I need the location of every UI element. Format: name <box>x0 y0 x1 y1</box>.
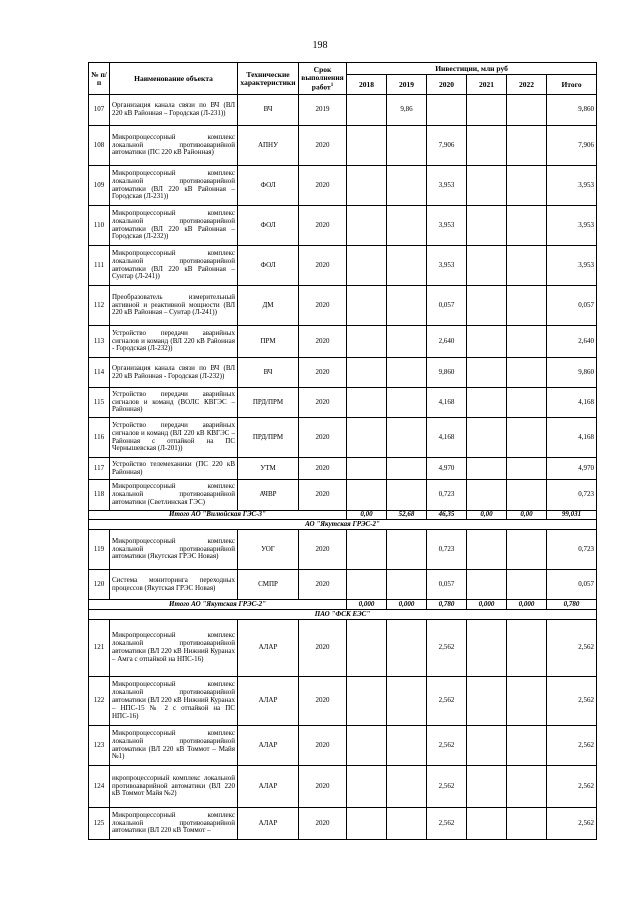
subtotal-label: Итого АО "Вилюйская ГЭС-3" <box>89 511 347 520</box>
work-term: 2020 <box>299 206 347 246</box>
invest-2018 <box>347 766 387 808</box>
invest-2019 <box>387 458 427 480</box>
object-name: Микропроцессорный комплекс локальной противоаварийной автоматики (ВЛ 220 кВ Районная – Сунтар (Л-241)) <box>110 246 238 286</box>
subtotal-2022: 0,000 <box>507 600 547 610</box>
invest-2019 <box>387 570 427 600</box>
invest-2020: 0,057 <box>427 570 467 600</box>
row-number: 119 <box>89 530 110 570</box>
invest-2018 <box>347 206 387 246</box>
invest-2022 <box>507 530 547 570</box>
subtotal-2021: 0,000 <box>467 600 507 610</box>
work-term: 2020 <box>299 808 347 840</box>
subtotal-2020: 46,35 <box>427 511 467 520</box>
invest-2018 <box>347 726 387 766</box>
invest-2022 <box>507 166 547 206</box>
row-number: 107 <box>89 95 110 126</box>
invest-2021 <box>467 808 507 840</box>
invest-2020: 3,953 <box>427 206 467 246</box>
invest-total: 2,640 <box>547 326 597 358</box>
table-row <box>89 677 597 726</box>
object-name: Микропроцессорный комплекс локальной противоаварийной автоматики (ВЛ 220 кВ Томмот – Майя №1) <box>110 726 238 766</box>
invest-2021 <box>467 726 507 766</box>
page-number: 198 <box>312 40 328 51</box>
header-tech: Технические характеристики <box>238 63 299 95</box>
invest-2019 <box>387 286 427 326</box>
invest-2018 <box>347 418 387 458</box>
invest-2022 <box>507 570 547 600</box>
invest-2020 <box>427 95 467 126</box>
invest-2021 <box>467 246 507 286</box>
object-name: Микропроцессорный комплекс локальной противоаварийной автоматики (ПС 220 кВ Районная) <box>110 126 238 166</box>
invest-total: 2,562 <box>547 766 597 808</box>
invest-total: 4,970 <box>547 458 597 480</box>
table-body <box>89 95 597 840</box>
invest-2018 <box>347 480 387 511</box>
work-term: 2020 <box>299 246 347 286</box>
invest-2019 <box>387 620 427 677</box>
invest-2018 <box>347 326 387 358</box>
invest-2022 <box>507 418 547 458</box>
invest-2021 <box>467 458 507 480</box>
invest-2020: 4,970 <box>427 458 467 480</box>
header-year-2021: 2021 <box>467 75 507 95</box>
table-row <box>89 286 597 326</box>
row-number: 109 <box>89 166 110 206</box>
invest-2019: 9,86 <box>387 95 427 126</box>
invest-2019 <box>387 246 427 286</box>
invest-2022 <box>507 480 547 511</box>
invest-2019 <box>387 480 427 511</box>
table-row <box>89 620 597 677</box>
tech-spec: АЛАР <box>238 808 299 840</box>
header-year-2019: 2019 <box>387 75 427 95</box>
tech-spec: ПРМ <box>238 326 299 358</box>
tech-spec: УОГ <box>238 530 299 570</box>
table-row <box>89 458 597 480</box>
invest-2021 <box>467 388 507 418</box>
invest-total: 9,860 <box>547 358 597 388</box>
section-title: АО "Якутская ГРЭС-2" <box>89 520 597 530</box>
invest-2018 <box>347 246 387 286</box>
invest-2019 <box>387 126 427 166</box>
invest-2021 <box>467 95 507 126</box>
invest-2022 <box>507 726 547 766</box>
work-term: 2020 <box>299 458 347 480</box>
invest-total: 0,723 <box>547 530 597 570</box>
table-row <box>89 358 597 388</box>
table-row <box>89 570 597 600</box>
invest-2018 <box>347 677 387 726</box>
tech-spec: ФОЛ <box>238 206 299 246</box>
object-name: Микропроцессорный комплекс локальной противоаварийной автоматики (ВЛ 220 кВ Районная – Городская (Л-231)) <box>110 166 238 206</box>
work-term: 2020 <box>299 358 347 388</box>
work-term: 2020 <box>299 326 347 358</box>
subtotal-2018: 0,00 <box>347 511 387 520</box>
object-name: Устройство передачи аварийных сигналов и команд (ВЛ 220 кВ Районная - Городская (Л-232)) <box>110 326 238 358</box>
invest-total: 2,562 <box>547 677 597 726</box>
invest-2019 <box>387 677 427 726</box>
subtotal-2019: 52,68 <box>387 511 427 520</box>
row-number: 113 <box>89 326 110 358</box>
invest-2020: 0,723 <box>427 530 467 570</box>
object-name: Организация канала связи по ВЧ (ВЛ 220 кВ Районная – Городская (Л-231)) <box>110 95 238 126</box>
invest-total: 2,562 <box>547 620 597 677</box>
work-term: 2020 <box>299 677 347 726</box>
table-row <box>89 418 597 458</box>
object-name: Микропроцессорный комплекс локальной противоаварийной автоматики (ВЛ 220 кВ Районная – Городская (Л-232)) <box>110 206 238 246</box>
invest-2021 <box>467 677 507 726</box>
object-name: Устройство передачи аварийных сигналов и команд (ВОЛС КВГЭС – Районная) <box>110 388 238 418</box>
invest-2021 <box>467 326 507 358</box>
invest-2022 <box>507 358 547 388</box>
invest-2022 <box>507 808 547 840</box>
invest-2021 <box>467 358 507 388</box>
object-name: Микропроцессорный комплекс локальной противоаварийной автоматики (ВЛ 220 кВ Нижний Куранах – Амга с отпайкой на НПС-16) <box>110 620 238 677</box>
invest-2019 <box>387 326 427 358</box>
work-term: 2020 <box>299 388 347 418</box>
invest-2021 <box>467 418 507 458</box>
header-total: Итого <box>547 75 597 95</box>
invest-2021 <box>467 286 507 326</box>
invest-2019 <box>387 166 427 206</box>
row-number: 114 <box>89 358 110 388</box>
invest-2018 <box>347 570 387 600</box>
invest-2021 <box>467 570 507 600</box>
row-number: 120 <box>89 570 110 600</box>
invest-2020: 2,562 <box>427 677 467 726</box>
invest-2019 <box>387 206 427 246</box>
row-number: 121 <box>89 620 110 677</box>
invest-total: 3,953 <box>547 166 597 206</box>
object-name: Микропроцессорный комплекс локальной противоаварийной автоматики (ВЛ 220 кВ Томмот – <box>110 808 238 840</box>
object-name: Микропроцессорный комплекс локальной противоаварийной автоматики (ВЛ 220 кВ Нижний Куранах – НПС-15 № 2 с отпайкой на ПС НПС-16) <box>110 677 238 726</box>
invest-total: 0,057 <box>547 286 597 326</box>
subtotal-row <box>89 600 597 610</box>
investment-table <box>88 62 597 840</box>
invest-2018 <box>347 458 387 480</box>
row-number: 112 <box>89 286 110 326</box>
invest-2018 <box>347 808 387 840</box>
subtotal-label: Итого АО "Якутская ГРЭС-2" <box>89 600 347 610</box>
tech-spec: УТМ <box>238 458 299 480</box>
work-term: 2020 <box>299 766 347 808</box>
object-name: Устройство телемеханики (ПС 220 кВ Районная) <box>110 458 238 480</box>
invest-2022 <box>507 326 547 358</box>
row-number: 111 <box>89 246 110 286</box>
table-row <box>89 166 597 206</box>
tech-spec: СМПР <box>238 570 299 600</box>
invest-2020: 0,723 <box>427 480 467 511</box>
invest-2020: 2,562 <box>427 726 467 766</box>
invest-total: 4,168 <box>547 388 597 418</box>
invest-2022 <box>507 95 547 126</box>
object-name: икропроцессорный комплекс локальной противоаварийной автоматики (ВЛ 220 кВ Томмот Майя №2) <box>110 766 238 808</box>
invest-total: 3,953 <box>547 206 597 246</box>
invest-2018 <box>347 166 387 206</box>
table-row <box>89 388 597 418</box>
invest-2021 <box>467 126 507 166</box>
subtotal-2022: 0,00 <box>507 511 547 520</box>
object-name: Устройство передачи аварийных сигналов и команд (ВЛ 220 кВ КВГЭС – Районная с отпайкой на ПС Чернышевская (Л-201)) <box>110 418 238 458</box>
tech-spec: ПРД/ПРМ <box>238 388 299 418</box>
invest-2020: 2,640 <box>427 326 467 358</box>
invest-2021 <box>467 480 507 511</box>
row-number: 116 <box>89 418 110 458</box>
work-term: 2020 <box>299 726 347 766</box>
tech-spec: ДМ <box>238 286 299 326</box>
subtotal-2021: 0,00 <box>467 511 507 520</box>
table-row <box>89 246 597 286</box>
invest-2019 <box>387 808 427 840</box>
subtotal-total: 99,031 <box>547 511 597 520</box>
invest-2018 <box>347 126 387 166</box>
header-year-2020: 2020 <box>427 75 467 95</box>
work-term: 2020 <box>299 126 347 166</box>
invest-2021 <box>467 166 507 206</box>
object-name: Организация канала связи по ВЧ (ВЛ 220 кВ Районная - Городская (Л-232)) <box>110 358 238 388</box>
invest-2019 <box>387 358 427 388</box>
invest-total: 4,168 <box>547 418 597 458</box>
row-number: 110 <box>89 206 110 246</box>
table-row <box>89 726 597 766</box>
section-header-row <box>89 520 597 530</box>
invest-2021 <box>467 620 507 677</box>
row-number: 117 <box>89 458 110 480</box>
invest-2020: 4,168 <box>427 388 467 418</box>
tech-spec: ВЧ <box>238 358 299 388</box>
tech-spec: ФОЛ <box>238 166 299 206</box>
invest-2020: 2,562 <box>427 620 467 677</box>
invest-2020: 2,562 <box>427 808 467 840</box>
invest-2019 <box>387 530 427 570</box>
invest-2022 <box>507 246 547 286</box>
invest-2020: 7,906 <box>427 126 467 166</box>
row-number: 122 <box>89 677 110 726</box>
invest-total: 0,723 <box>547 480 597 511</box>
work-term: 2020 <box>299 480 347 511</box>
invest-total: 7,906 <box>547 126 597 166</box>
invest-2018 <box>347 358 387 388</box>
section-title: ПАО "ФСК ЕЭС" <box>89 610 597 620</box>
tech-spec: АЛАР <box>238 677 299 726</box>
invest-total: 0,057 <box>547 570 597 600</box>
invest-2018 <box>347 286 387 326</box>
invest-2020: 9,860 <box>427 358 467 388</box>
tech-spec: АЛАР <box>238 766 299 808</box>
invest-2018 <box>347 95 387 126</box>
invest-2019 <box>387 388 427 418</box>
row-number: 115 <box>89 388 110 418</box>
work-term: 2019 <box>299 95 347 126</box>
row-number: 124 <box>89 766 110 808</box>
invest-total: 2,562 <box>547 726 597 766</box>
table-row <box>89 530 597 570</box>
row-number: 123 <box>89 726 110 766</box>
subtotal-2019: 0,000 <box>387 600 427 610</box>
invest-2020: 4,168 <box>427 418 467 458</box>
tech-spec: ПРД/ПРМ <box>238 418 299 458</box>
subtotal-2020: 0,780 <box>427 600 467 610</box>
row-number: 125 <box>89 808 110 840</box>
row-number: 108 <box>89 126 110 166</box>
invest-total: 3,953 <box>547 246 597 286</box>
invest-2022 <box>507 286 547 326</box>
work-term: 2020 <box>299 620 347 677</box>
invest-2022 <box>507 388 547 418</box>
invest-2019 <box>387 726 427 766</box>
work-term: 2020 <box>299 286 347 326</box>
tech-spec: АЛАР <box>238 726 299 766</box>
header-year-2022: 2022 <box>507 75 547 95</box>
invest-2020: 3,953 <box>427 246 467 286</box>
tech-spec: АПНУ <box>238 126 299 166</box>
object-name: Система мониторинга переходных процессов (Якутская ГРЭС Новая) <box>110 570 238 600</box>
work-term: 2020 <box>299 418 347 458</box>
header-year-2018: 2018 <box>347 75 387 95</box>
invest-2018 <box>347 530 387 570</box>
table-row <box>89 326 597 358</box>
table-row <box>89 808 597 840</box>
row-number: 118 <box>89 480 110 511</box>
table-row <box>89 480 597 511</box>
tech-spec: АЛАР <box>238 620 299 677</box>
subtotal-row <box>89 511 597 520</box>
header-num: № п/п <box>89 63 110 95</box>
invest-total: 9,860 <box>547 95 597 126</box>
object-name: Микропроцессорный комплекс локальной противоаварийной автоматики (Якутская ГРЭС Новая) <box>110 530 238 570</box>
invest-2021 <box>467 766 507 808</box>
subtotal-total: 0,780 <box>547 600 597 610</box>
tech-spec: АЧВР <box>238 480 299 511</box>
invest-2019 <box>387 766 427 808</box>
table-row <box>89 126 597 166</box>
table-row <box>89 206 597 246</box>
invest-2020: 3,953 <box>427 166 467 206</box>
invest-2022 <box>507 766 547 808</box>
work-term: 2020 <box>299 166 347 206</box>
invest-2020: 2,562 <box>427 766 467 808</box>
work-term: 2020 <box>299 570 347 600</box>
tech-spec: ВЧ <box>238 95 299 126</box>
invest-total: 2,562 <box>547 808 597 840</box>
invest-2018 <box>347 620 387 677</box>
invest-2021 <box>467 530 507 570</box>
section-header-row <box>89 610 597 620</box>
work-term: 2020 <box>299 530 347 570</box>
object-name: Преобразователь измерительный активной и реактивной мощности (ВЛ 220 кВ Районная – Сунтар (Л-241)) <box>110 286 238 326</box>
invest-2019 <box>387 418 427 458</box>
subtotal-2018: 0,000 <box>347 600 387 610</box>
invest-2021 <box>467 206 507 246</box>
table-row <box>89 95 597 126</box>
invest-2020: 0,057 <box>427 286 467 326</box>
invest-2022 <box>507 458 547 480</box>
table-row <box>89 766 597 808</box>
invest-2022 <box>507 206 547 246</box>
tech-spec: ФОЛ <box>238 246 299 286</box>
header-invest: Инвестиции, млн руб <box>347 63 597 75</box>
invest-2022 <box>507 126 547 166</box>
invest-2022 <box>507 677 547 726</box>
header-name: Наименование объекта <box>110 63 238 95</box>
object-name: Микропроцессорный комплекс локальной противоаварийной автоматики (Светлинская ГЭС) <box>110 480 238 511</box>
header-term: Срок выполнения работ$^1$ <box>299 63 347 95</box>
invest-2018 <box>347 388 387 418</box>
invest-2022 <box>507 620 547 677</box>
